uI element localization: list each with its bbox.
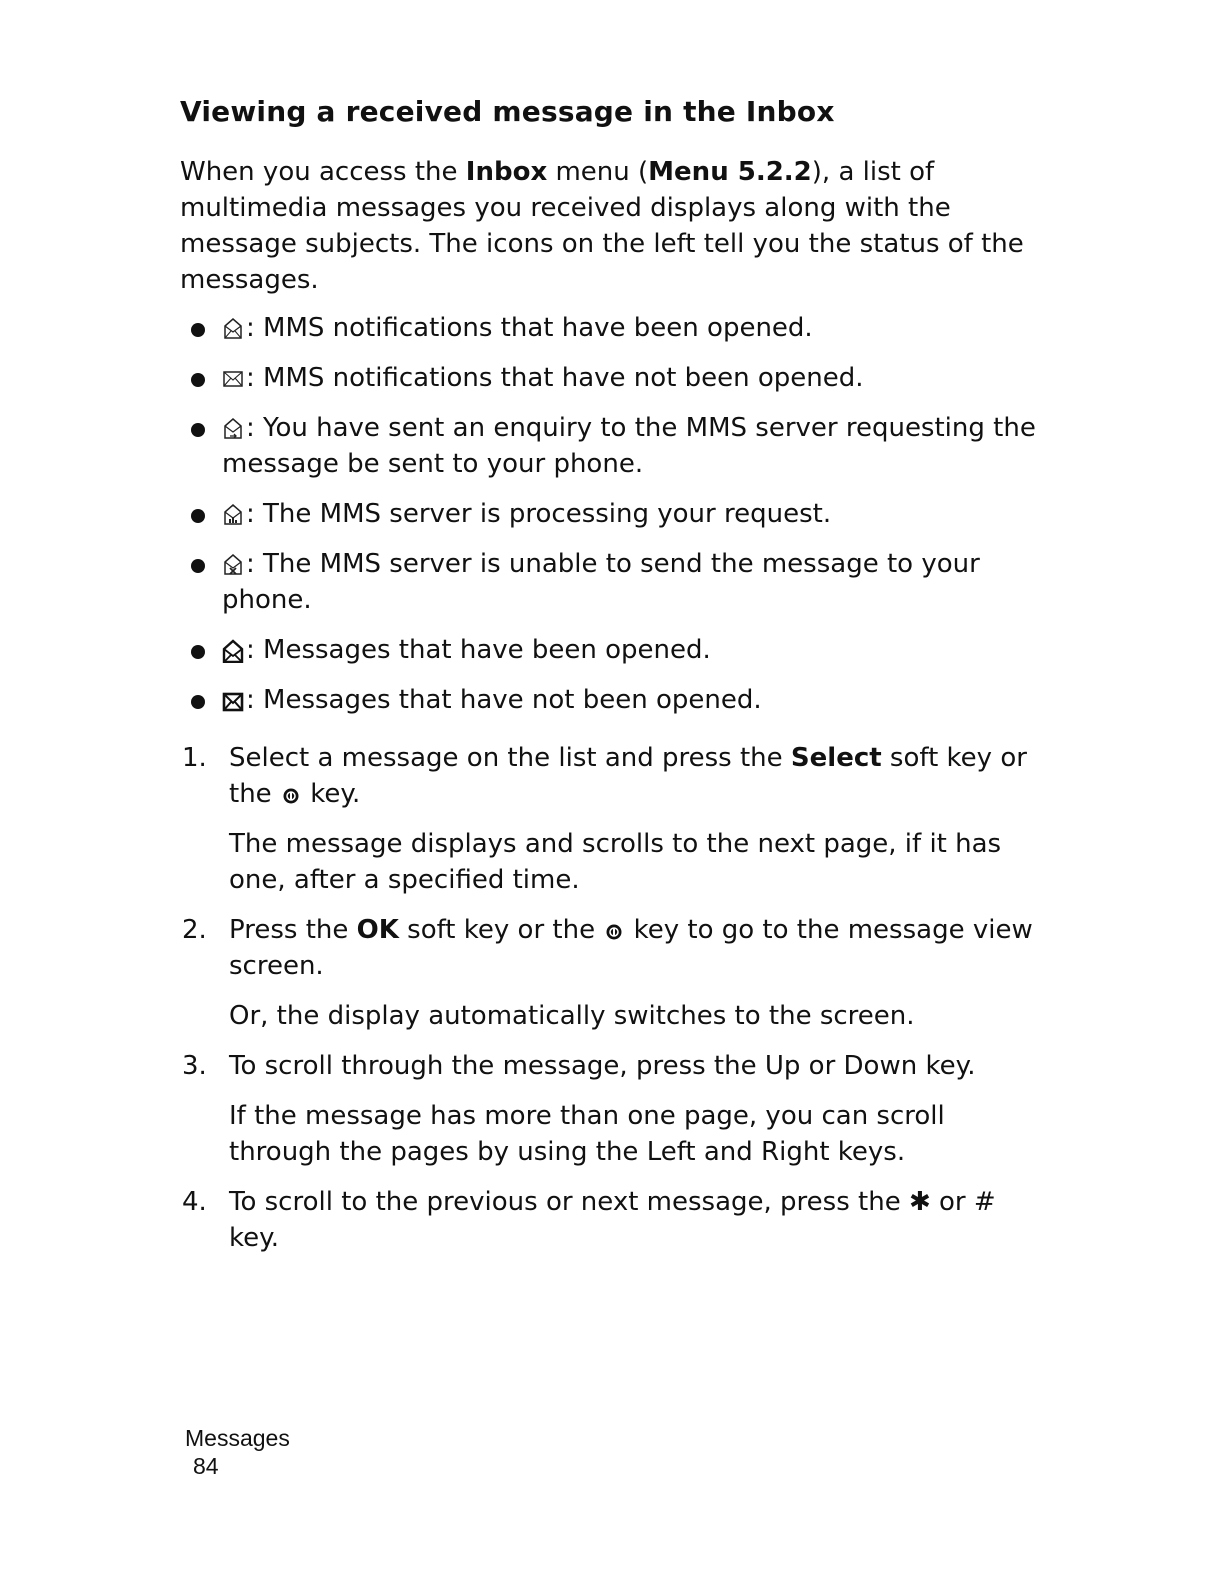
bullet-dot-icon	[191, 559, 205, 573]
bullet-dot-icon	[191, 509, 205, 523]
step-text-part: Select a message on the list and press the	[229, 743, 791, 773]
bullet-dot-icon	[191, 645, 205, 659]
bullet-text: : The MMS server is unable to send the message to your phone.	[222, 549, 980, 615]
step-note: If the message has more than one page, you can scroll through the pages by using the Left and Right keys.	[229, 1101, 945, 1167]
step-text-part: or	[930, 1187, 974, 1217]
list-item	[185, 410, 1045, 482]
bullet-dot-icon	[191, 373, 205, 387]
bullet-dot-icon	[191, 695, 205, 709]
intro-text-1: When you access the	[180, 157, 466, 187]
mms-server-processing-icon	[222, 501, 244, 527]
step-text	[229, 740, 1042, 812]
step-text	[229, 1184, 1042, 1256]
center-key-icon	[280, 780, 302, 802]
step-text-part: soft key or the	[229, 743, 1027, 809]
list-item	[185, 496, 1045, 532]
mms-notification-opened-icon	[222, 315, 244, 341]
step-text	[229, 912, 1042, 984]
step-number: 4.	[182, 1187, 207, 1217]
mms-notification-unopened-icon	[222, 365, 244, 391]
step-2	[182, 912, 1042, 1034]
step-number: 3.	[182, 1051, 207, 1081]
select-softkey-name: Select	[790, 743, 882, 773]
bullet-dot-icon	[191, 323, 205, 337]
bullet-text: : Messages that have not been opened.	[246, 685, 762, 715]
step-text-part: soft key or the	[398, 915, 604, 945]
step-text-part: Press the	[229, 915, 357, 945]
list-item	[185, 360, 1045, 396]
page-footer	[185, 1424, 290, 1480]
list-item	[185, 310, 1045, 346]
mms-send-failed-icon	[222, 551, 244, 577]
bullet-dot-icon	[191, 423, 205, 437]
list-item	[185, 632, 1045, 668]
bullet-text: : You have sent an enquiry to the MMS server requesting the message be sent to your phone.	[222, 413, 1036, 479]
intro-text-2: menu (	[547, 157, 649, 187]
step-text-part: To scroll to the previous or next message, press the	[229, 1187, 909, 1217]
message-unopened-icon	[222, 687, 244, 713]
bullet-text: : MMS notifications that have not been opened.	[246, 363, 864, 393]
step-3	[182, 1048, 1042, 1170]
intro-text-3: ), a list of multimedia messages you received displays along with the message subjects. The icons on the left tell you the status of the messages.	[180, 157, 1024, 295]
step-text-part: key.	[301, 779, 361, 809]
bullet-text: : MMS notifications that have been opened.	[246, 313, 813, 343]
step-4	[182, 1184, 1042, 1256]
step-text-part: key.	[229, 1223, 280, 1253]
step-number: 2.	[182, 915, 207, 945]
step-number: 1.	[182, 743, 207, 773]
intro-paragraph	[180, 154, 1040, 298]
inbox-menu-name: Inbox	[465, 157, 548, 187]
list-item	[185, 546, 1045, 618]
bullet-text: : The MMS server is processing your request.	[246, 499, 832, 529]
message-opened-icon	[222, 637, 244, 663]
step-1	[182, 740, 1042, 898]
ok-softkey-name: OK	[356, 915, 399, 945]
bullet-text: : Messages that have been opened.	[246, 635, 711, 665]
footer-section-name: Messages	[185, 1425, 290, 1451]
step-text-part: key to go to the message view screen.	[229, 915, 1033, 981]
center-key-icon	[603, 916, 625, 938]
instruction-steps	[182, 740, 1042, 1270]
section-heading: Viewing a received message in the Inbox	[180, 95, 835, 128]
page-number: 84	[193, 1453, 219, 1479]
mms-enquiry-sent-icon	[222, 415, 244, 441]
star-key-icon: ✱	[908, 1187, 931, 1217]
step-note: Or, the display automatically switches to the screen.	[229, 1001, 915, 1031]
list-item	[185, 682, 1045, 718]
step-text: To scroll through the message, press the Up or Down key.	[229, 1051, 976, 1081]
step-note: The message displays and scrolls to the next page, if it has one, after a specified time.	[229, 829, 1002, 895]
status-icon-list	[185, 310, 1045, 732]
menu-number: Menu 5.2.2	[648, 157, 812, 187]
hash-key-icon: #	[973, 1187, 996, 1217]
